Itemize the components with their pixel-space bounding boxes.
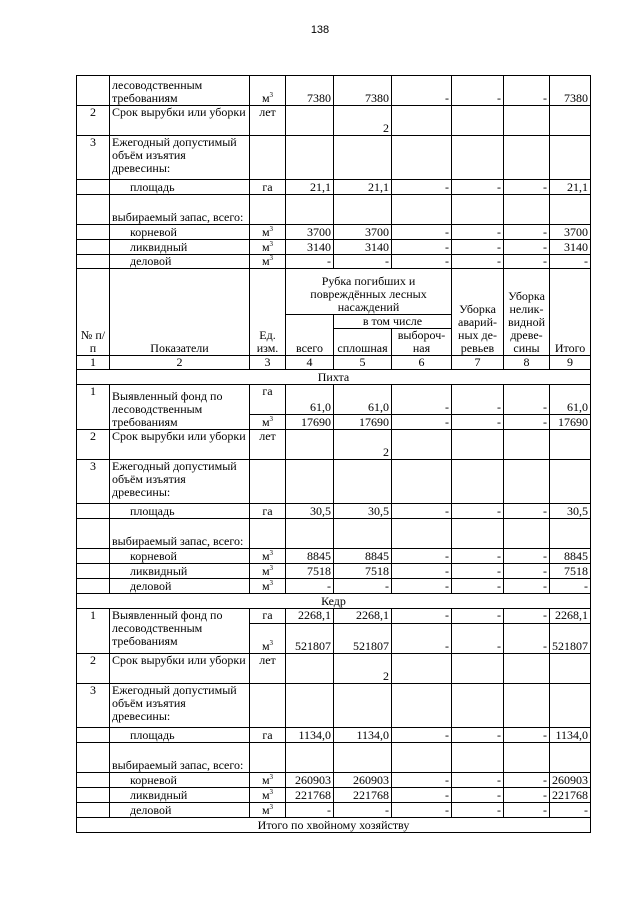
table-cell [286, 195, 334, 225]
table-cell: 17690 [286, 415, 334, 430]
table-row [77, 180, 591, 195]
table-cell [77, 579, 110, 594]
table-row [77, 106, 591, 136]
table-cell: - [550, 255, 591, 269]
table-row [77, 76, 591, 106]
table-cell: - [504, 773, 550, 788]
table-cell: - [452, 76, 504, 106]
table-row [77, 773, 591, 788]
table-cell: - [452, 803, 504, 818]
table-cell: - [334, 255, 392, 269]
table-cell: $м^3$ [250, 415, 286, 430]
table-cell: $м^3$ [250, 225, 286, 240]
table-cell: Пихта [77, 370, 591, 385]
table-cell [286, 743, 334, 773]
table-cell: выбираемый запас, всего: [110, 195, 250, 225]
table-cell [452, 460, 504, 504]
forestry-table [76, 75, 591, 833]
table-cell: - [550, 803, 591, 818]
table-cell [550, 654, 591, 684]
table-cell: 221768 [550, 788, 591, 803]
table-cell: - [392, 579, 452, 594]
table-cell: 7518 [286, 564, 334, 579]
table-cell: 2 [334, 430, 392, 460]
table-cell: - [392, 180, 452, 195]
header-num: № п/п [77, 269, 110, 356]
table-cell [392, 743, 452, 773]
table-cell [550, 430, 591, 460]
table-cell: - [392, 788, 452, 803]
header-total: всего [286, 315, 334, 356]
section-cedar-title [77, 594, 591, 609]
table-cell [250, 743, 286, 773]
header-selective: выбороч-ная [392, 329, 452, 356]
table-cell: - [392, 773, 452, 788]
table-cell: 17690 [334, 415, 392, 430]
table-cell: 61,0 [286, 385, 334, 415]
table-cell [392, 195, 452, 225]
table-row [77, 504, 591, 519]
table-cell [77, 255, 110, 269]
table-cell [550, 106, 591, 136]
table-cell [452, 684, 504, 728]
footer-total-row [77, 818, 591, 833]
table-cell: - [286, 255, 334, 269]
table-cell [392, 430, 452, 460]
table-cell: 7380 [286, 76, 334, 106]
table-cell: - [334, 579, 392, 594]
table-cell: га [250, 385, 286, 415]
section-fir-title [77, 370, 591, 385]
table-cell: ликвидный [110, 788, 250, 803]
table-cell [286, 684, 334, 728]
table-cell [550, 519, 591, 549]
table-cell: выбираемый запас, всего: [110, 519, 250, 549]
table-cell [77, 743, 110, 773]
header-illiquid: Уборка нелик-видной древе-сины [504, 269, 550, 356]
table-cell: - [452, 788, 504, 803]
table-cell: 8845 [550, 549, 591, 564]
table-cell [77, 76, 110, 106]
table-cell [392, 460, 452, 504]
table-cell: - [452, 609, 504, 624]
table-cell: 4 [286, 356, 334, 370]
table-cell: 2268,1 [550, 609, 591, 624]
table-cell: - [334, 803, 392, 818]
table-cell: 21,1 [334, 180, 392, 195]
table-cell: - [504, 385, 550, 415]
table-cell: деловой [110, 803, 250, 818]
table-cell [334, 684, 392, 728]
table-cell: 1134,0 [334, 728, 392, 743]
table-cell: - [452, 504, 504, 519]
table-cell: 3 [250, 356, 286, 370]
table-row [77, 225, 591, 240]
table-cell: 6 [392, 356, 452, 370]
table-cell: 521807 [286, 624, 334, 654]
table-cell: деловой [110, 579, 250, 594]
table-cell: Итого по хвойному хозяйству [77, 818, 591, 833]
table-row [77, 564, 591, 579]
table-row [77, 255, 591, 269]
table-cell: - [504, 504, 550, 519]
table-cell: Кедр [77, 594, 591, 609]
table-cell: корневой [110, 773, 250, 788]
table-cell: Срок вырубки или уборки [110, 430, 250, 460]
table-cell: 8845 [334, 549, 392, 564]
header-unit: Ед. изм. [250, 269, 286, 356]
table-cell: 1 [77, 385, 110, 430]
table-cell: - [504, 180, 550, 195]
table-cell: - [504, 76, 550, 106]
table-cell: $м^3$ [250, 549, 286, 564]
header-incl: в том числе [334, 315, 452, 329]
header-emergency: Уборка аварий-ных де-ревьев [452, 269, 504, 356]
table-cell: Выявленный фонд по лесоводственным требованиям [110, 609, 250, 654]
table-cell: лет [250, 106, 286, 136]
table-cell: - [452, 415, 504, 430]
table-row [77, 684, 591, 728]
table-cell [77, 240, 110, 255]
table-cell: 3700 [334, 225, 392, 240]
table-cell [392, 684, 452, 728]
table-cell [392, 136, 452, 180]
table-row [77, 240, 591, 255]
table-cell [77, 504, 110, 519]
table-cell: - [452, 564, 504, 579]
table-row [77, 728, 591, 743]
table-cell: 17690 [550, 415, 591, 430]
table-cell [452, 430, 504, 460]
table-cell [504, 136, 550, 180]
table-cell: 8845 [286, 549, 334, 564]
table-cell: 1 [77, 609, 110, 654]
table-cell [392, 519, 452, 549]
table-row [77, 549, 591, 564]
table-cell: $м^3$ [250, 773, 286, 788]
table-cell: Ежегодный допустимый объём изъятия древесины: [110, 460, 250, 504]
table-cell: Выявленный фонд по лесоводственным требованиям [110, 385, 250, 430]
table-cell: - [392, 803, 452, 818]
table-row [77, 136, 591, 180]
table-cell: 3700 [286, 225, 334, 240]
table-cell: $м^3$ [250, 240, 286, 255]
table-cell [286, 430, 334, 460]
table-cell: 61,0 [550, 385, 591, 415]
table-cell: - [504, 609, 550, 624]
table-cell: 7 [452, 356, 504, 370]
table-cell [77, 803, 110, 818]
header-itogo: Итого [550, 269, 591, 356]
table-cell: 9 [550, 356, 591, 370]
table-cell [504, 684, 550, 728]
table-cell: лесоводственным требованиям [110, 76, 250, 106]
table-cell: - [452, 624, 504, 654]
table-cell: - [504, 240, 550, 255]
table-cell [452, 195, 504, 225]
table-cell: 260903 [334, 773, 392, 788]
table-cell: 2 [334, 106, 392, 136]
table-cell: 5 [334, 356, 392, 370]
table-cell [77, 195, 110, 225]
column-numbers [77, 356, 591, 370]
table-cell: $м^3$ [250, 624, 286, 654]
table-row [77, 430, 591, 460]
table-cell: 3 [77, 684, 110, 728]
table-cell: - [392, 415, 452, 430]
table-cell: - [392, 549, 452, 564]
table-cell [550, 136, 591, 180]
table-cell [250, 195, 286, 225]
table-cell: - [452, 579, 504, 594]
table-cell [452, 654, 504, 684]
table-cell: 7380 [334, 76, 392, 106]
table-cell [504, 519, 550, 549]
table-cell [286, 519, 334, 549]
table-cell [250, 684, 286, 728]
table-cell: лет [250, 430, 286, 460]
table-cell: 2 [77, 106, 110, 136]
table-row [77, 743, 591, 773]
table-cell: - [504, 225, 550, 240]
table-cell: - [392, 728, 452, 743]
table-cell: - [504, 579, 550, 594]
table-cell: - [392, 240, 452, 255]
table-cell: 21,1 [286, 180, 334, 195]
table-cell: га [250, 504, 286, 519]
table-cell: - [392, 609, 452, 624]
header-indicator: Показатели [110, 269, 250, 356]
table-cell: - [504, 415, 550, 430]
table-cell: 1134,0 [286, 728, 334, 743]
table-cell: 8 [504, 356, 550, 370]
table-cell: - [452, 773, 504, 788]
page-number: 138 [310, 24, 330, 36]
table-cell: 3700 [550, 225, 591, 240]
table-cell: 3 [77, 460, 110, 504]
table-cell: 7380 [550, 76, 591, 106]
table-cell [452, 743, 504, 773]
table-cell: - [550, 579, 591, 594]
table-cell: $м^3$ [250, 76, 286, 106]
table-row [77, 460, 591, 504]
table-cell: 3140 [550, 240, 591, 255]
table-cell: ликвидный [110, 564, 250, 579]
table-cell: - [452, 180, 504, 195]
table-cell [77, 180, 110, 195]
table-cell: площадь [110, 180, 250, 195]
table-row [77, 654, 591, 684]
table-cell [550, 684, 591, 728]
table-cell: площадь [110, 504, 250, 519]
table-cell: - [504, 728, 550, 743]
table-cell: 1134,0 [550, 728, 591, 743]
table-cell: - [392, 76, 452, 106]
table-cell: - [452, 255, 504, 269]
table-cell: - [504, 255, 550, 269]
table-cell: $м^3$ [250, 255, 286, 269]
header-dead-felling: Рубка погибших и повреждённых лесных насаждений [286, 269, 452, 315]
table-cell: площадь [110, 728, 250, 743]
table-cell [250, 519, 286, 549]
table-cell [504, 460, 550, 504]
table-cell: 3140 [334, 240, 392, 255]
table-cell [250, 460, 286, 504]
header-clear: сплошная [334, 329, 392, 356]
table-cell: 30,5 [286, 504, 334, 519]
table-cell: $м^3$ [250, 803, 286, 818]
table-cell: $м^3$ [250, 579, 286, 594]
table-cell: лет [250, 654, 286, 684]
table-cell [504, 195, 550, 225]
table-cell: корневой [110, 225, 250, 240]
table-cell: $м^3$ [250, 788, 286, 803]
table-cell: Срок вырубки или уборки [110, 654, 250, 684]
table-cell: 7518 [550, 564, 591, 579]
table-cell [504, 743, 550, 773]
table-cell [550, 743, 591, 773]
table-cell: Ежегодный допустимый объём изъятия древесины: [110, 684, 250, 728]
table-cell: - [392, 385, 452, 415]
table-cell [392, 654, 452, 684]
table-cell [286, 654, 334, 684]
table-row [77, 579, 591, 594]
table-cell [286, 136, 334, 180]
table-cell: 1 [77, 356, 110, 370]
table-cell: - [452, 225, 504, 240]
table-cell: 21,1 [550, 180, 591, 195]
table-row [77, 195, 591, 225]
table-cell [452, 136, 504, 180]
table-cell: 3140 [286, 240, 334, 255]
table-cell [452, 106, 504, 136]
table-cell: - [504, 564, 550, 579]
table-cell [334, 195, 392, 225]
table-cell: ликвидный [110, 240, 250, 255]
table-row [77, 803, 591, 818]
table-cell [77, 788, 110, 803]
table-cell: 2268,1 [286, 609, 334, 624]
table-cell [334, 743, 392, 773]
table-row [77, 788, 591, 803]
table-cell [550, 195, 591, 225]
table-cell: га [250, 728, 286, 743]
table-cell: 61,0 [334, 385, 392, 415]
table-row [77, 519, 591, 549]
table-cell [77, 225, 110, 240]
table-cell [504, 430, 550, 460]
table-cell [77, 564, 110, 579]
table-cell: га [250, 609, 286, 624]
table-cell [77, 728, 110, 743]
table-cell: - [392, 564, 452, 579]
table-cell: 30,5 [550, 504, 591, 519]
table-cell [504, 654, 550, 684]
table-cell: 30,5 [334, 504, 392, 519]
table-cell: - [504, 803, 550, 818]
table-row [77, 385, 591, 415]
table-cell: 2 [77, 654, 110, 684]
table-cell: - [392, 255, 452, 269]
table-cell: - [504, 549, 550, 564]
table-cell: 2 [77, 430, 110, 460]
table-cell: - [452, 549, 504, 564]
table-cell [77, 773, 110, 788]
table-cell [392, 106, 452, 136]
table-cell: - [392, 624, 452, 654]
table-cell: 2268,1 [334, 609, 392, 624]
table-cell: 521807 [334, 624, 392, 654]
table-cell [452, 519, 504, 549]
table-cell [77, 519, 110, 549]
table-row [77, 609, 591, 624]
table-cell: $м^3$ [250, 564, 286, 579]
table-cell: 521807 [550, 624, 591, 654]
table-cell [286, 106, 334, 136]
table-cell [250, 136, 286, 180]
table-cell: - [452, 385, 504, 415]
table-cell [334, 136, 392, 180]
table-cell: га [250, 180, 286, 195]
table-cell [77, 549, 110, 564]
table-cell: - [504, 788, 550, 803]
table-cell: 3 [77, 136, 110, 180]
table-header [77, 269, 591, 315]
table-cell: деловой [110, 255, 250, 269]
table-cell: 221768 [334, 788, 392, 803]
table-cell: Ежегодный допустимый объём изъятия древесины: [110, 136, 250, 180]
table-cell: 221768 [286, 788, 334, 803]
table-cell: - [392, 225, 452, 240]
table-cell: - [452, 240, 504, 255]
table-cell: выбираемый запас, всего: [110, 743, 250, 773]
table-cell: 260903 [286, 773, 334, 788]
table-cell: - [286, 803, 334, 818]
table-cell: 2 [110, 356, 250, 370]
table-cell: - [286, 579, 334, 594]
table-cell: 7518 [334, 564, 392, 579]
table-cell [550, 460, 591, 504]
table-cell [504, 106, 550, 136]
table-cell: - [392, 504, 452, 519]
table-cell: корневой [110, 549, 250, 564]
table-cell: - [452, 728, 504, 743]
table-cell [286, 460, 334, 504]
table-cell [334, 519, 392, 549]
table-cell: 260903 [550, 773, 591, 788]
table-cell: - [504, 624, 550, 654]
table-cell: Срок вырубки или уборки [110, 106, 250, 136]
table-cell: 2 [334, 654, 392, 684]
table-cell [334, 460, 392, 504]
